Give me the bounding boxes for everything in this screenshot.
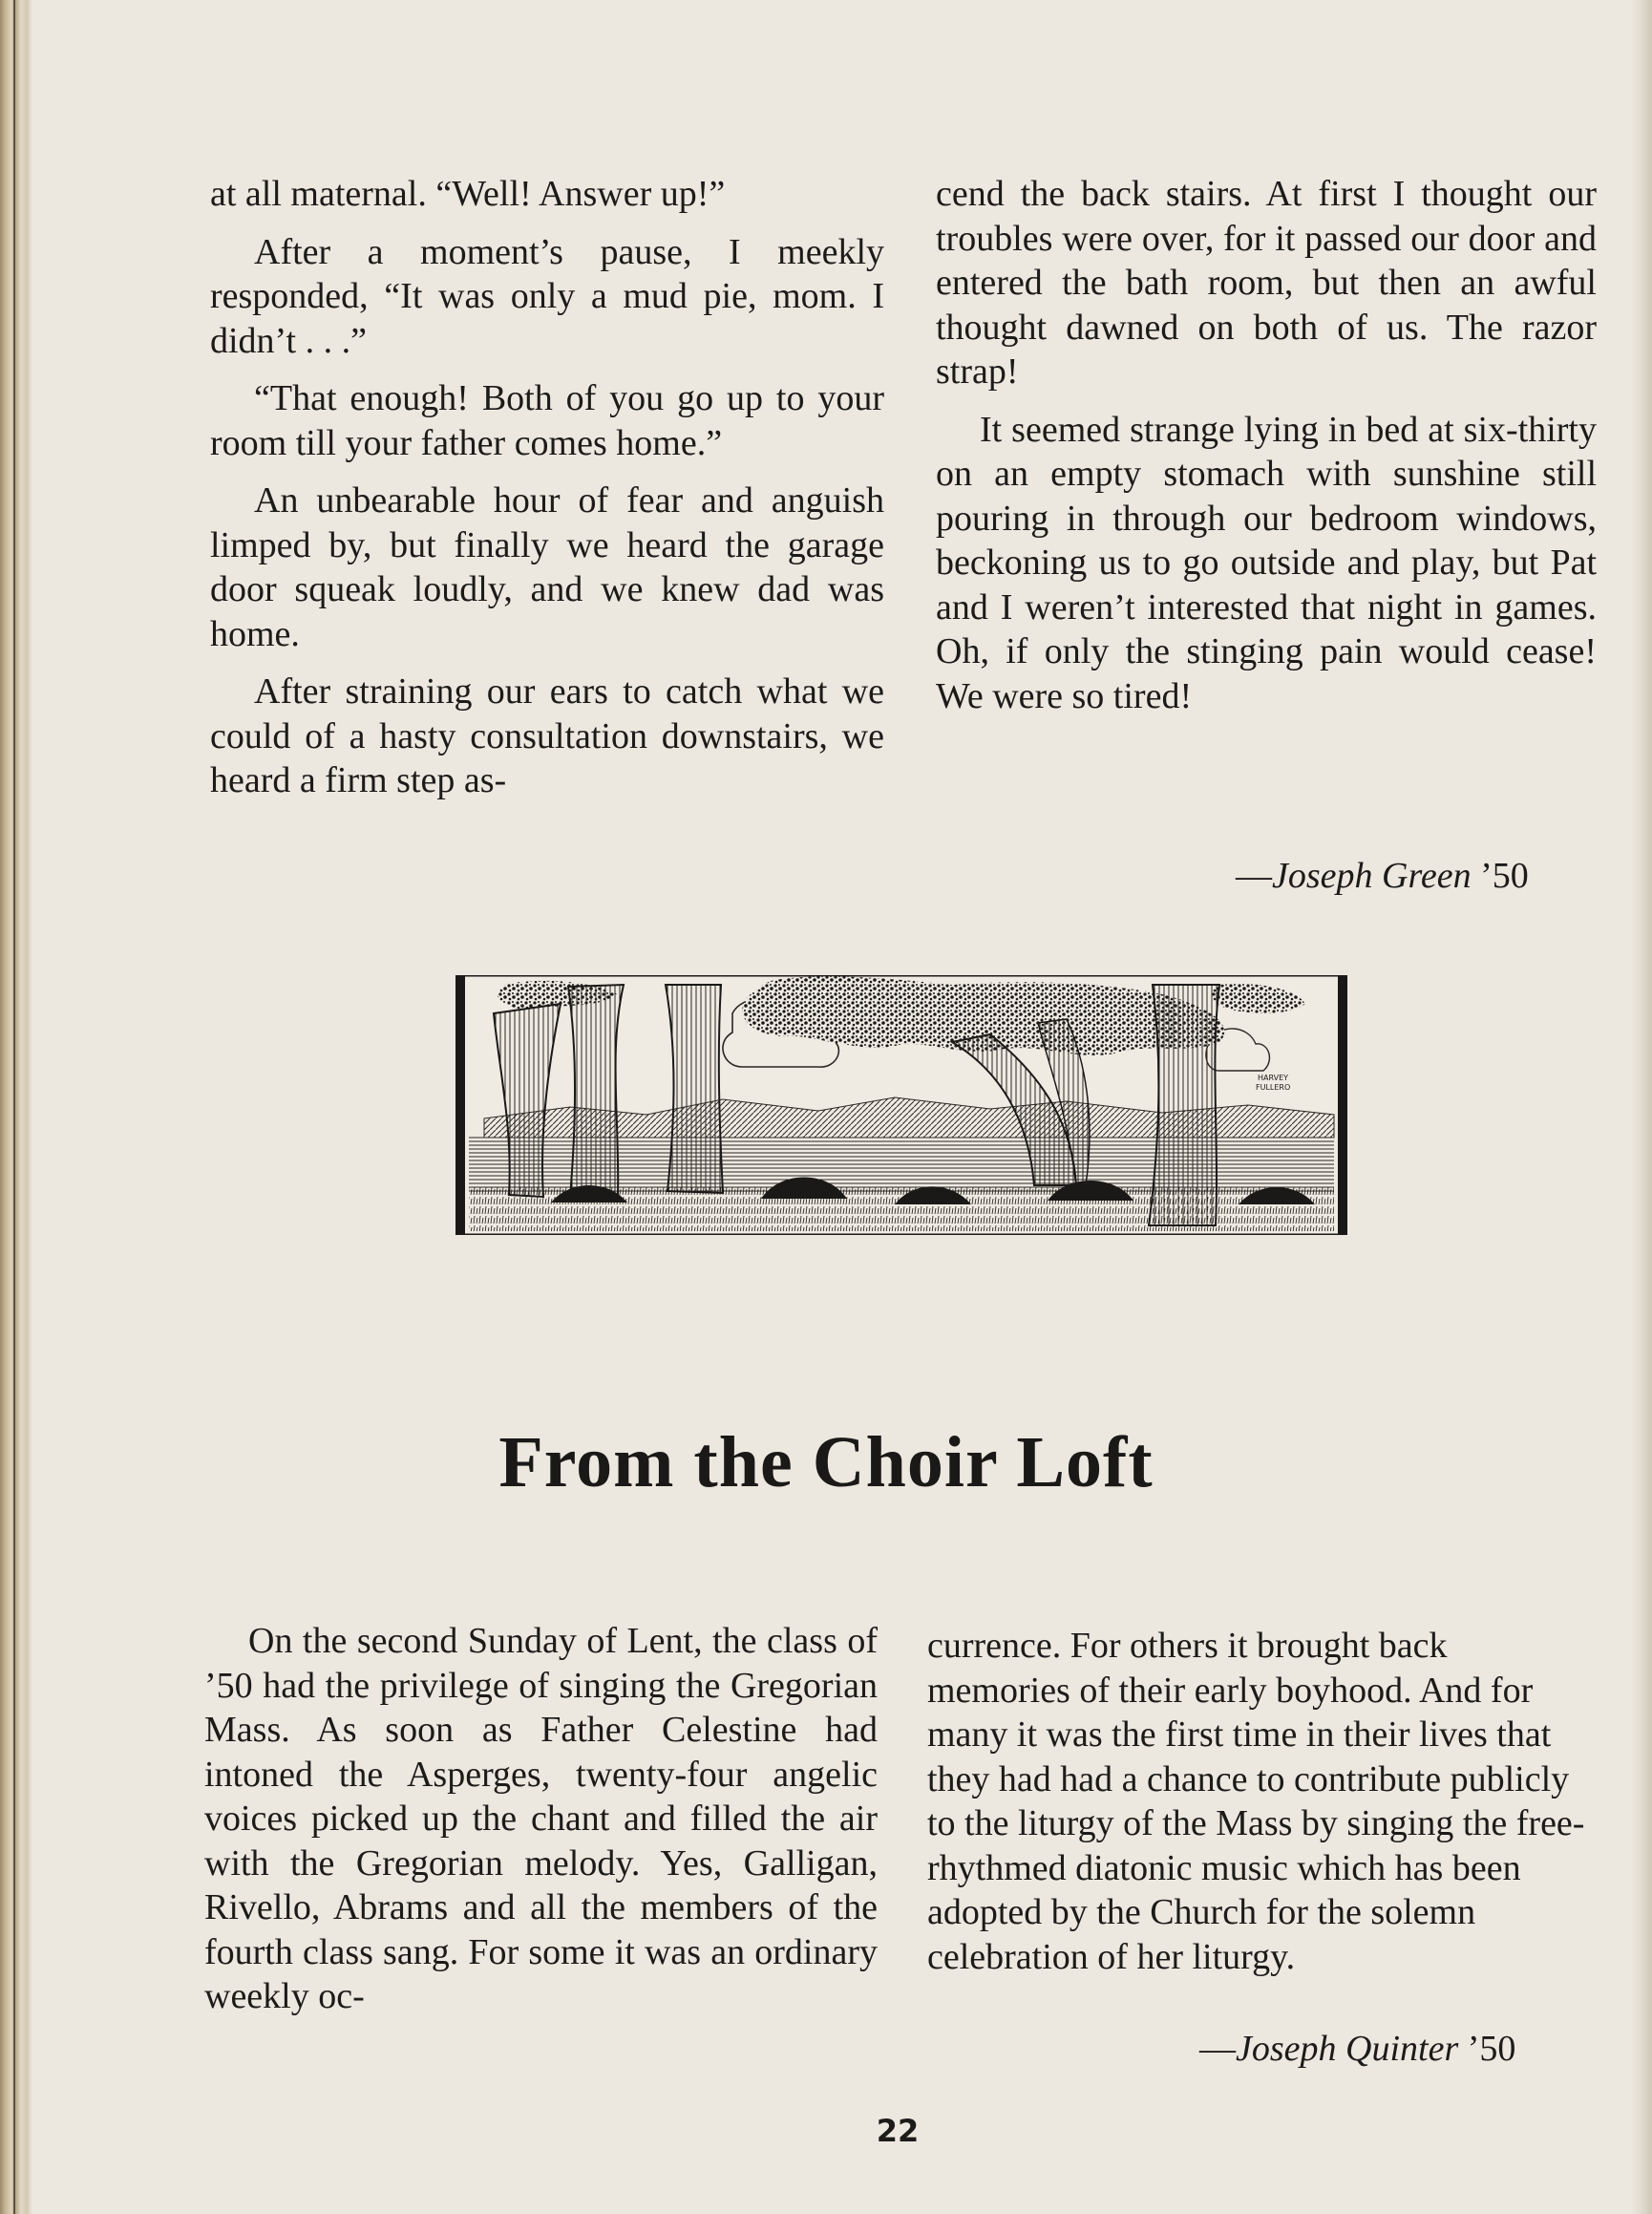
article-title: From the Choir Loft xyxy=(498,1422,1154,1502)
author-name: Joseph Quinter xyxy=(1236,2029,1459,2069)
author-name: Joseph Green xyxy=(1272,856,1472,896)
story1-paragraph: cend the back stairs. At first I thought our troubles were over, for it passed our door and entered the bath room, but then an awful thought dawned on both of us. The razor strap! xyxy=(936,174,1597,392)
story1-paragraph: After a moment’s pause, I meekly responded, “It was only a mud pie, mom. I didn’t . . .” xyxy=(210,231,884,361)
story1-paragraph: An unbearable hour of fear and anguish limped by, but finally we heard the garage door squeak loudly, and we knew dad was home. xyxy=(210,480,884,654)
byline-dash: — xyxy=(1199,2029,1236,2069)
author-class-year: ’50 xyxy=(1458,2029,1516,2069)
story2-paragraph: On the second Sunday of Lent, the class of ’50 had the privilege of singing the Gregorian Mass. As soon as Father Celestine had intoned the Asperges, twenty-four angelic voices picked up the chant and filled the air with the Gregorian melody. Yes, Galligan, Rivello, Abrams and all the members of the fourth class sang. For some it was an ordinary weekly oc- xyxy=(204,1621,878,2016)
story1-left-column xyxy=(210,172,884,803)
story1-paragraph: at all maternal. “Well! Answer up!” xyxy=(210,174,726,214)
story2-left-column xyxy=(204,1619,878,2019)
page-edge-shadow xyxy=(1631,0,1652,2214)
page-number: 22 xyxy=(876,2113,920,2149)
binding-edge-line xyxy=(13,0,15,2214)
story1-byline xyxy=(1236,854,1529,898)
artist-signature: HARVEY xyxy=(1258,1074,1289,1082)
book-binding xyxy=(0,0,32,2214)
story1-paragraph: It seemed strange lying in bed at six-thirty on an empty stomach with sunshine still pouring in through our bedroom windows, beckoning us to go outside and play, but Pat and I weren’t interested that night in games. Oh, if only the stinging pain would cease! We were so tired! xyxy=(936,409,1597,716)
story2-byline xyxy=(1199,2027,1515,2071)
byline-dash: — xyxy=(1236,856,1272,896)
story1-right-column xyxy=(936,172,1597,718)
story2-paragraph: currence. For others it brought back memories of their early boyhood. And for many it was the first time in their lives that they had had a chance to contribute publicly to the liturgy of the Mass by singing the free-rhythmed diatonic music which has been adopted by the Church for the solemn celebration of her liturgy. xyxy=(927,1626,1585,1977)
story2-right-column xyxy=(927,1624,1589,1979)
artist-signature: FULLERO xyxy=(1256,1083,1291,1092)
story1-paragraph: “That enough! Both of you go up to your room till your father comes home.” xyxy=(210,378,884,463)
forest-scene-illustration xyxy=(455,975,1347,1235)
author-class-year: ’50 xyxy=(1471,856,1529,896)
story1-paragraph: After straining our ears to catch what we could of a hasty consultation downstairs, we heard a firm step as- xyxy=(210,671,884,800)
